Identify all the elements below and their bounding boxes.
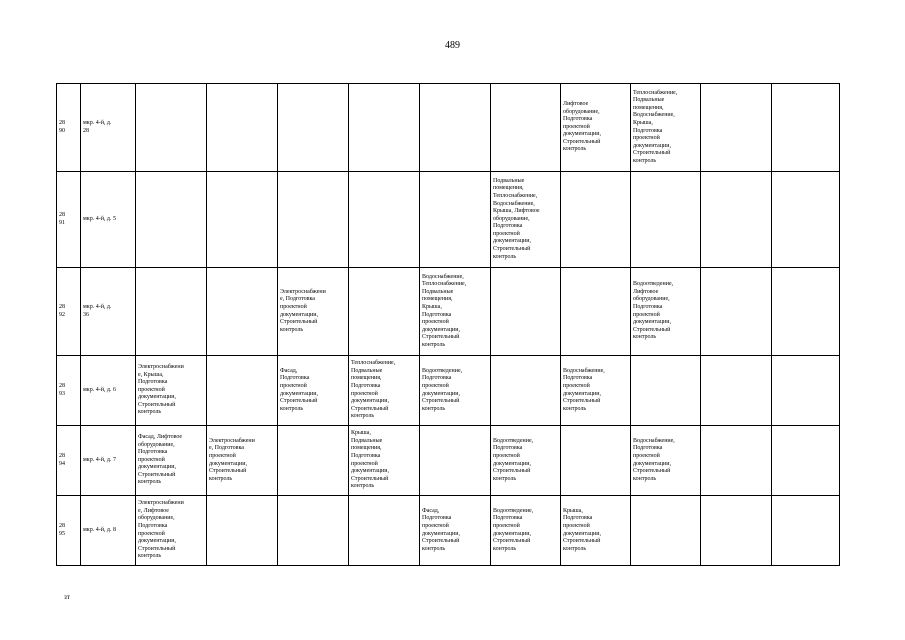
work-cell (561, 172, 631, 268)
work-cell: Электроснабжени е, Крыша, Подготовка проектной документации, Строительный контроль (136, 356, 207, 426)
row-number: 28 90 (57, 84, 81, 172)
work-cell (631, 172, 701, 268)
address-cell: мкр. 4-й, д. 7 (81, 426, 136, 496)
work-cell (136, 172, 207, 268)
work-cell: Водоотведение, Подготовка проектной документации, Строительный контроль (491, 426, 561, 496)
work-cell (207, 356, 278, 426)
work-cell (491, 356, 561, 426)
address-cell: мкр. 4-й, д. 5 (81, 172, 136, 268)
work-cell (349, 84, 420, 172)
repair-schedule-table (56, 83, 840, 566)
work-cell: Водоотведение, Подготовка проектной документации, Строительный контроль (420, 356, 491, 426)
table-row (57, 172, 840, 268)
work-cell: Водоснабжение, Подготовка проектной документации, Строительный контроль (631, 426, 701, 496)
row-number: 28 95 (57, 496, 81, 566)
work-cell (701, 84, 772, 172)
work-cell: Крыша, Подвальные помещения, Подготовка проектной документации, Строительный контроль (349, 426, 420, 496)
work-cell (701, 172, 772, 268)
table-row (57, 268, 840, 356)
work-cell (772, 172, 840, 268)
work-cell (491, 268, 561, 356)
work-cell (772, 356, 840, 426)
row-number: 28 92 (57, 268, 81, 356)
work-cell (349, 268, 420, 356)
work-cell (561, 268, 631, 356)
work-cell (136, 268, 207, 356)
work-cell: Водоотведение, Подготовка проектной документации, Строительный контроль (491, 496, 561, 566)
work-cell (772, 496, 840, 566)
work-cell (278, 426, 349, 496)
work-cell: Фасад, Подготовка проектной документации, Строительный контроль (420, 496, 491, 566)
address-cell: мкр. 4-й, д. 6 (81, 356, 136, 426)
work-cell (561, 426, 631, 496)
work-cell (701, 268, 772, 356)
work-cell: Водоснабжение, Подготовка проектной документации, Строительный контроль (561, 356, 631, 426)
work-cell: Фасад, Лифтовое оборудование, Подготовка проектной документации, Строительный контроль (136, 426, 207, 496)
work-cell: Теплоснабжение, Подвальные помещения, Водоснабжение, Крыша, Подготовка проектной документации, Строительный контроль (631, 84, 701, 172)
row-number: 28 94 (57, 426, 81, 496)
work-cell (207, 496, 278, 566)
work-cell (278, 496, 349, 566)
work-cell (278, 84, 349, 172)
work-cell (631, 496, 701, 566)
row-number: 28 91 (57, 172, 81, 268)
work-cell (631, 356, 701, 426)
table-row (57, 496, 840, 566)
footer-mark: зт (64, 593, 70, 601)
work-cell (772, 84, 840, 172)
work-cell (701, 496, 772, 566)
work-cell (349, 496, 420, 566)
work-cell (349, 172, 420, 268)
work-cell (136, 84, 207, 172)
work-cell (701, 426, 772, 496)
address-cell: мкр. 4-й, д. 8 (81, 496, 136, 566)
table-row (57, 84, 840, 172)
work-cell (207, 84, 278, 172)
work-cell: Теплоснабжение, Подвальные помещения, Подготовка проектной документации, Строительный контроль (349, 356, 420, 426)
work-cell (701, 356, 772, 426)
work-cell (491, 84, 561, 172)
work-cell (420, 426, 491, 496)
address-cell: мкр. 4-й, д. 28 (81, 84, 136, 172)
work-cell: Водоснабжение, Теплоснабжение, Подвальные помещения, Крыша, Подготовка проектной документации, Строительный контроль (420, 268, 491, 356)
work-cell: Крыша, Подготовка проектной документации, Строительный контроль (561, 496, 631, 566)
work-cell: Фасад, Подготовка проектной документации, Строительный контроль (278, 356, 349, 426)
table-row (57, 356, 840, 426)
work-cell: Лифтовое оборудование, Подготовка проектной документации, Строительный контроль (561, 84, 631, 172)
work-cell (207, 268, 278, 356)
work-cell (207, 172, 278, 268)
work-cell (772, 426, 840, 496)
row-number: 28 93 (57, 356, 81, 426)
work-cell: Подвальные помещения, Теплоснабжение, Водоснабжение, Крыша, Лифтовое оборудование, Подготовка проектной документации, Строительный контроль (491, 172, 561, 268)
work-cell (772, 268, 840, 356)
work-cell: Водоотведение, Лифтовое оборудование, Подготовка проектной документации, Строительный контроль (631, 268, 701, 356)
work-cell: Электроснабжени е, Подготовка проектной документации, Строительный контроль (207, 426, 278, 496)
table-row (57, 426, 840, 496)
work-cell: Электроснабжени е, Лифтовое оборудование, Подготовка проектной документации, Строительный контроль (136, 496, 207, 566)
work-cell: Электроснабжени е, Подготовка проектной документации, Строительный контроль (278, 268, 349, 356)
address-cell: мкр. 4-й, д. 36 (81, 268, 136, 356)
page-number: 489 (445, 40, 460, 51)
work-cell (420, 84, 491, 172)
work-cell (420, 172, 491, 268)
work-cell (278, 172, 349, 268)
